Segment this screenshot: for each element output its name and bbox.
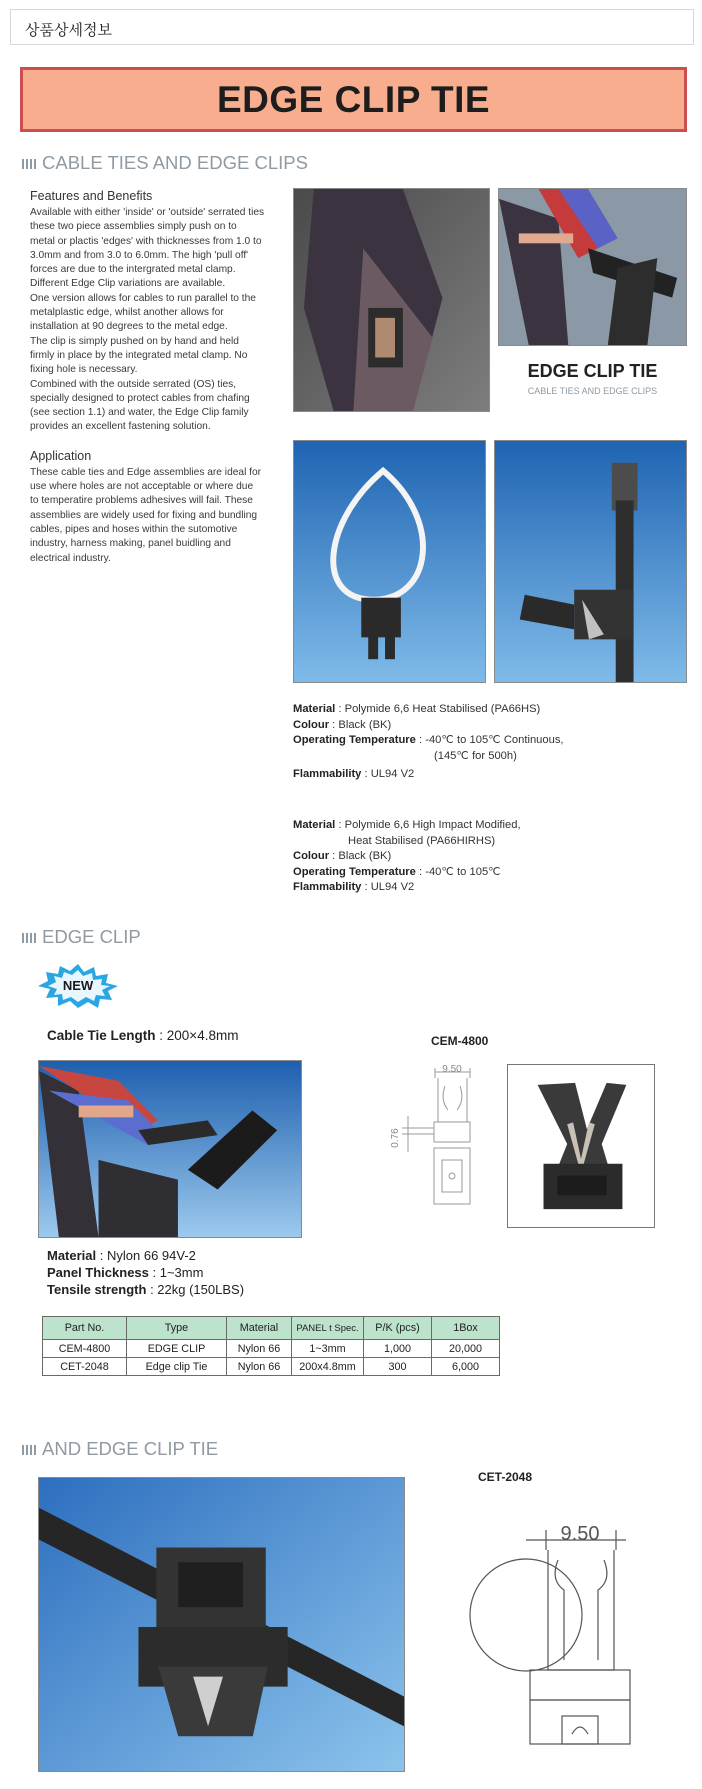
photo-edge-clip-tie [38,1477,405,1772]
features-line: specially designed to protect cables from chafing [30,392,250,404]
dim-width-text: 9.50 [560,1523,600,1545]
features-line: (see section 1.1) and water, the Edge Clip family [30,407,249,419]
new-badge-text: NEW [62,978,94,993]
top-bar [10,9,694,45]
panel-thickness-value: 1~3mm [159,1265,204,1280]
colour-label: Colour [293,718,330,731]
flammability-value: UL94 V2 [370,768,415,780]
cable-tie-label: Cable Tie Length [47,1028,156,1043]
flammability-label: Flammability [293,881,362,893]
application-line: to temperatire problems adhesives will fail. These [30,495,253,507]
new-badge [36,964,120,1008]
section-heading-edge-clip [22,926,141,948]
section-heading-text: CABLE TIES AND EDGE CLIPS [42,152,308,173]
features-line: these two piece assemblies simply push on to [30,221,237,233]
tensile-value: 22kg (150LBS) [157,1282,245,1297]
material-value: Polymide 6,6 Heat Stabilised (PA66HS) [344,703,541,715]
application-line: industry, harness making, panel buidling and [30,538,231,550]
features-line: Combined with the outside serrated (OS) ties, [30,378,237,390]
table-header: Material [227,1317,292,1340]
caption-title: EDGE CLIP TIE [527,361,658,381]
features-line: installation at 90 degrees to the metal edge. [30,321,228,333]
temperature-value-2: (145℃ for 500h) [434,749,517,762]
features-line: The clip is simply pushed on by hand and held [30,335,239,347]
technical-drawing-cem [390,1064,500,1216]
spec-block-a: Material : Polymide 6,6 Heat Stabilised (PA66HS) Colour : Black (BK) Operating Temperature : -40℃ to 105℃ Continuous, (145℃ for 500h) Flammability : UL94 V2 [293,702,693,783]
colour-label: Colour [293,850,330,862]
photo-black-tie-clip [494,440,687,683]
colour-value: Black (BK) [338,718,392,731]
application-line: cables, pipes and hoses within the sutomotive [30,523,238,535]
photo-caption [498,361,687,396]
bars-icon [22,159,38,169]
photo-cable-bundle [498,188,687,346]
features-line: metalplastic edge, whilst another allows for [30,307,224,319]
table-row [43,1358,500,1376]
features-line: Available with either 'inside' or 'outside' serrated ties [30,207,265,218]
application-line: assemblies are widely used for fixing and bundling [30,509,258,521]
features-line: fixing hole is necessary. [30,364,138,376]
features-line: provides an excellent fastening solution. [30,421,211,433]
section-heading-cable-ties [22,152,308,174]
application-title: Application [30,448,92,463]
application-line: electrical industry. [30,552,111,564]
features-title: Features and Benefits [30,189,153,203]
table-cell: EDGE CLIP [127,1340,227,1358]
photo-hand-harness [293,188,490,412]
section-heading-text: EDGE CLIP [42,926,141,947]
flammability-label: Flammability [293,768,362,780]
bars-icon [22,1445,38,1455]
top-bar-title: 상품상세정보 [25,21,112,39]
flammability-value: UL94 V2 [370,881,415,893]
table-cell: CEM-4800 [43,1340,127,1358]
spec-block-b: Material : Polymide 6,6 High Impact Modified, Heat Stabilised (PA66HIRHS) Colour : Black (BK) Operating Temperature : -40℃ to 105℃ Flammability : UL94 V2 [293,818,693,896]
table-cell: 200x4.8mm [292,1358,364,1376]
features-block [30,189,280,566]
table-cell: 1,000 [364,1340,432,1358]
material-value-2: Heat Stabilised (PA66HIRHS) [348,834,496,847]
photo-edge-clip-harness [38,1060,302,1238]
application-line: use where holes are not acceptable or where due [30,481,254,493]
features-line: 3.0mm and from 3.0 to 6.0mm. The high 'pull off' [30,249,249,261]
table-header: 1Box [432,1317,500,1340]
table-cell: 20,000 [432,1340,500,1358]
table-cell: Edge clip Tie [127,1358,227,1376]
features-line: firmly in place by the integrated metal clamp. No [30,349,248,361]
dim-height-text: 0.76 [390,1128,401,1148]
panel-thickness-label: Panel Thickness [47,1265,149,1280]
features-line: forces are due to the intergrated metal clamp. [30,264,236,276]
table-cell: CET-2048 [43,1358,127,1376]
technical-drawing-cet [466,1520,646,1776]
edge-clip-specs: Material : Nylon 66 94V-2 Panel Thickness : 1~3mm Tensile strength : 22kg (150LBS) [47,1248,245,1297]
title-banner [20,67,687,132]
table-header: PANEL t Spec. [292,1317,364,1340]
features-text [30,206,280,435]
product-table [42,1316,500,1376]
temperature-label: Operating Temperature [293,865,416,878]
table-cell: 1~3mm [292,1340,364,1358]
material-value: Nylon 66 94V-2 [106,1248,196,1263]
table-cell: 6,000 [432,1358,500,1376]
features-line: One version allows for cables to run parallel to the [30,292,256,304]
table-header: Type [127,1317,227,1340]
model-label-cem: CEM-4800 [431,1034,489,1048]
colour-value: Black (BK) [338,850,392,862]
material-label: Material [293,703,336,715]
temperature-label: Operating Temperature [293,734,416,746]
section-heading-text: AND EDGE CLIP TIE [42,1438,219,1459]
cable-tie-length: Cable Tie Length : 200×4.8mm [47,1028,239,1043]
section-heading-edge-clip-tie [22,1438,218,1460]
material-label: Material [47,1248,97,1263]
table-header-row [43,1317,500,1340]
material-label: Material [293,819,336,831]
temperature-value: -40℃ to 105℃ [425,865,501,878]
cable-tie-value: 200×4.8mm [166,1028,239,1043]
model-label-cet: CET-2048 [478,1470,533,1484]
photo-clip-closeup [507,1064,655,1228]
application-text [30,466,280,566]
photo-loop-tie [293,440,486,683]
features-line: metal or plactis 'edges' with thicknesses from 1.0 to [30,235,262,247]
banner-title: EDGE CLIP TIE [216,79,491,120]
caption-subtitle: CABLE TIES AND EDGE CLIPS [527,386,658,396]
bars-icon [22,933,38,943]
table-header: P/K (pcs) [364,1317,432,1340]
table-header: Part No. [43,1317,127,1340]
material-value: Polymide 6,6 High Impact Modified, [344,819,521,831]
application-line: These cable ties and Edge assemblies are ideal for [30,466,262,478]
table-cell: 300 [364,1358,432,1376]
table-cell: Nylon 66 [227,1358,292,1376]
temperature-value: -40℃ to 105℃ Continuous, [425,734,564,746]
table-cell: Nylon 66 [227,1340,292,1358]
dim-width-text: 9.50 [442,1064,462,1075]
features-line: Different Edge Clip variations are available. [30,278,226,290]
tensile-label: Tensile strength [47,1282,147,1297]
table-row [43,1340,500,1358]
